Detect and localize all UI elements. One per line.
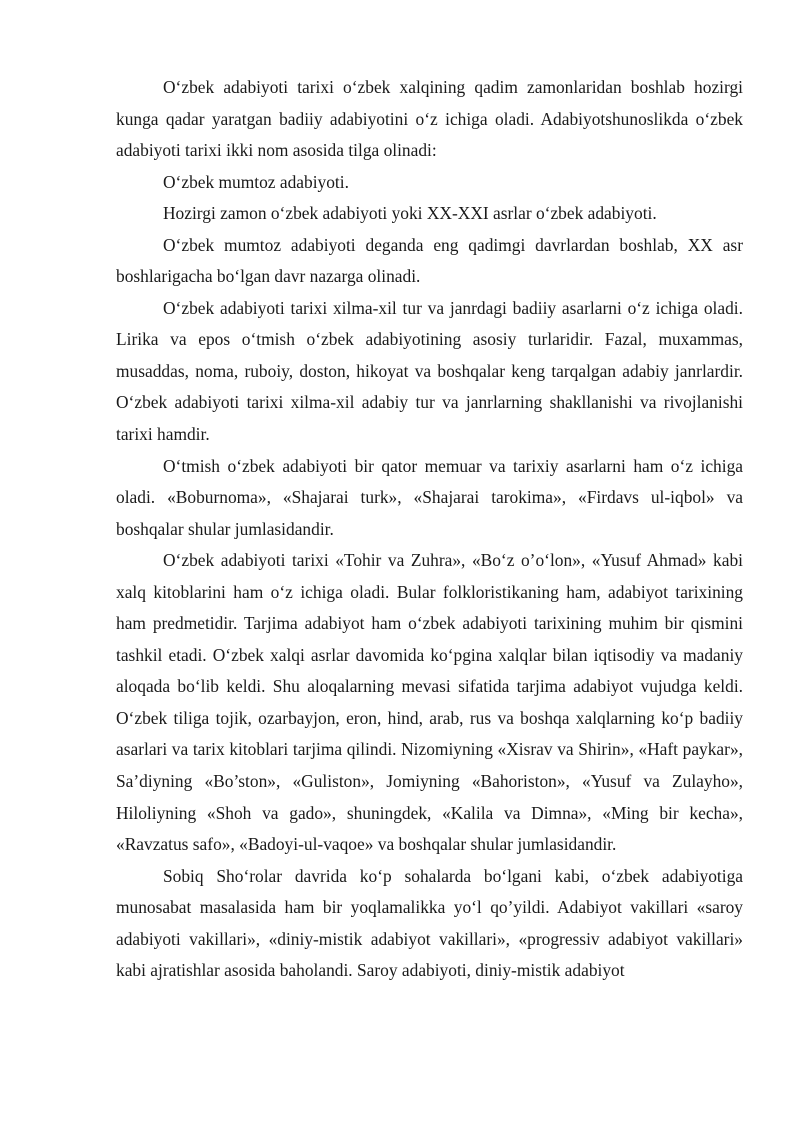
paragraph-classical-item: O‘zbek mumtoz adabiyoti. (163, 171, 349, 192)
paragraph-modern-item: Hozirgi zamon o‘zbek adabiyoti yoki XX-XXI asrlar o‘zbek adabiyoti. (163, 203, 657, 224)
paragraph-memoirs: O‘tmish o‘zbek adabiyoti bir qator memuar va tarixiy asarlarni ham o‘z ichiga oladi. «Boburnoma», «Shajarai turk», «Shajarai tarokima», «Firdavs ul-iqbol» va boshqalar shular jumlasidandir. (116, 455, 743, 539)
paragraph-classical-definition: O‘zbek mumtoz adabiyoti deganda eng qadimgi davrlardan boshlab, XX asr boshlarigacha bo‘lgan davr nazarga olinadi. (116, 234, 743, 287)
paragraph-folk-translation: O‘zbek adabiyoti tarixi «Tohir va Zuhra», «Bo‘z o’o‘lon», «Yusuf Ahmad» kabi xalq kitoblarini ham o‘z ichiga oladi. Bular folkloristikaning ham, adabiyot tarixining ham predmetidir. Tarjima adabiyot ham o‘zbek adabiyoti tarixining muhim bir qismini tashkil etadi. O‘zbek xalqi asrlar davomida ko‘pgina xalqlar bilan iqtisodiy va madaniy aloqada bo‘lib keldi. Shu aloqalarning mevasi sifatida tarjima adabiyot vujudga keldi. O‘zbek tiliga tojik, ozarbayjon, eron, hind, arab, rus va boshqa xalqlarning ko‘p badiiy asarlari va tarix kitoblari tarjima qilindi. Nizomiyning «Xisrav va Shirin», «Haft paykar», Sa’diyning «Bo’ston», «Guliston», Jomiyning «Bahoriston», «Yusuf va Zulayho», Hiloliyning «Shoh va gado», shuningdek, «Kalila va Dimna», «Ming bir kecha», «Ravzatus safo», «Badoyi-ul-vaqoe» va boshqalar shular jumlasidandir. (116, 550, 743, 855)
paragraph-genres: O‘zbek adabiyoti tarixi xilma-xil tur va janrdagi badiiy asarlarni o‘z ichiga oladi. Lirika va epos o‘tmish o‘zbek adabiyotining asosiy turlaridir. Fazal, muxammas, musaddas, noma, ruboiy, doston, hikoyat va boshqalar keng tarqalgan adabiy janrlardir. O‘zbek adabiyoti tarixi xilma-xil adabiy tur va janrlarning shakllanishi va rivojlanishi tarixi hamdir. (116, 297, 743, 445)
body-text (116, 72, 743, 987)
paragraph-soviet-period: Sobiq Sho‘rolar davrida ko‘p sohalarda bo‘lgani kabi, o‘zbek adabiyotiga munosabat masalasida ham bir yoqlamalikka yo‘l qo’yildi. Adabiyot vakillari «saroy adabiyoti vakillari», «diniy-mistik adabiyot vakillari», «progressiv adabiyot vakillari» kabi ajratishlar asosida baholandi. Saroy adabiyoti, diniy-mistik adabiyot (116, 865, 743, 981)
paragraph-intro: O‘zbek adabiyoti tarixi o‘zbek xalqining qadim zamonlaridan boshlab hozirgi kunga qadar yaratgan badiiy adabiyotini o‘z ichiga oladi. Adabiyotshunoslikda o‘zbek adabiyoti tarixi ikki nom asosida tilga olinadi: (116, 77, 743, 161)
